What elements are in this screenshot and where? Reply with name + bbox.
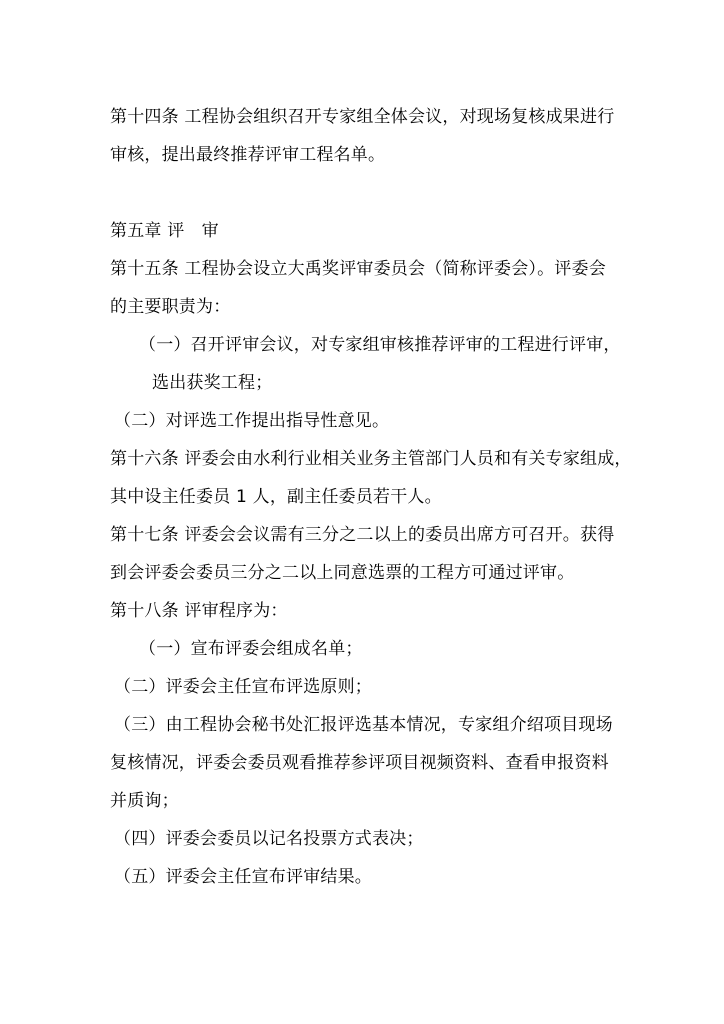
chapter-5-heading: 第五章 评 审 [110, 221, 219, 241]
article-16-line-2: 其中设主任委员 1 人，副主任委员若干人。 [110, 487, 442, 507]
article-15-line-2: 的主要职责为： [110, 297, 231, 317]
article-15-item-2: （二）对评选工作提出指导性意见。 [114, 411, 390, 431]
article-14-line-1: 第十四条 工程协会组织召开专家组全体会议，对现场复核成果进行 [110, 107, 615, 127]
article-17-line-1: 第十七条 评委会会议需有三分之二以上的委员出席方可召开。获得 [110, 525, 615, 545]
article-15-line-1: 第十五条 工程协会设立大禹奖评审委员会（简称评委会）。评委会 [110, 259, 606, 279]
article-16-line-1: 第十六条 评委会由水利行业相关业务主管部门人员和有关专家组成， [110, 449, 632, 469]
article-18-item-2: （二）评委会主任宣布评选原则； [114, 677, 372, 697]
article-17-line-2: 到会评委会委员三分之二以上同意选票的工程方可通过评审。 [110, 563, 575, 583]
article-15-item-1-line-2: 选出获奖工程； [152, 373, 273, 393]
article-18-item-3-line-1: （三）由工程协会秘书处汇报评选基本情况，专家组介绍项目现场 [114, 715, 613, 735]
article-15-item-1-line-1: （一）召开评审会议，对专家组审核推荐评审的工程进行评审， [139, 335, 621, 355]
article-14-line-2: 审核，提出最终推荐评审工程名单。 [110, 145, 386, 165]
article-18-item-4: （四）评委会委员以记名投票方式表决； [114, 829, 424, 849]
article-18-item-5: （五）评委会主任宣布评审结果。 [114, 867, 372, 887]
article-18-item-1: （一）宣布评委会组成名单； [139, 639, 363, 659]
article-18-heading: 第十八条 评审程序为： [110, 601, 288, 621]
article-18-item-3-line-2: 复核情况，评委会委员观看推荐参评项目视频资料、查看申报资料 [110, 753, 609, 773]
article-18-item-3-line-3: 并质询； [110, 791, 179, 811]
